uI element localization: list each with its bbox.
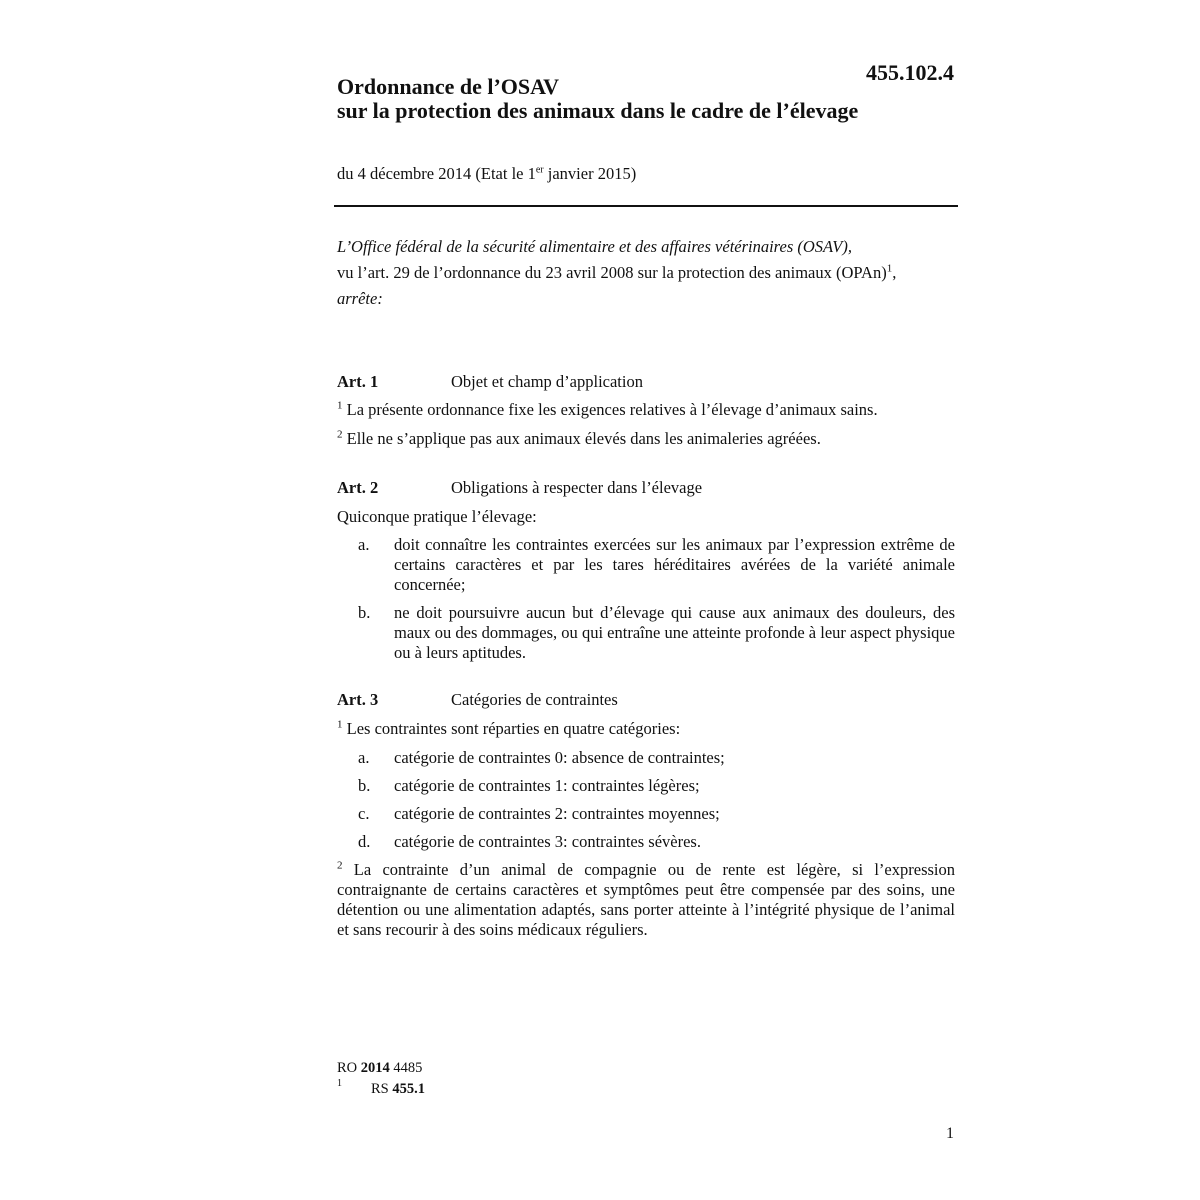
paragraph-number: 2	[337, 859, 343, 872]
article-3-item-a-letter: a.	[358, 748, 370, 767]
ro-year: 2014	[360, 1060, 390, 1076]
paragraph-text: La présente ordonnance fixe les exigences relatives à l’élevage d’animaux sains.	[342, 400, 878, 419]
article-2-item-b-letter: b.	[358, 603, 371, 622]
article-1-paragraph-2	[337, 429, 955, 449]
official-compilation-reference	[337, 1059, 422, 1077]
ro-page: 4485	[389, 1060, 423, 1076]
article-1-number: Art. 1	[337, 372, 379, 391]
date-superscript: er	[535, 164, 544, 176]
article-3-paragraph-1	[337, 719, 955, 739]
footnote-reference[interactable]: 1	[886, 262, 893, 275]
article-3-item-c-letter: c.	[358, 804, 370, 823]
article-3-item-b-text: catégorie de contraintes 1: contraintes légères;	[394, 776, 700, 795]
page-number: 1	[946, 1125, 954, 1142]
document-number: 455.102.4	[866, 60, 954, 85]
title-line-1: Ordonnance de l’OSAV	[337, 74, 560, 99]
article-2-number: Art. 2	[337, 478, 379, 497]
article-2-title: Obligations à respecter dans l’élevage	[451, 478, 703, 497]
preamble-basis-end: ,	[892, 263, 897, 282]
article-2-item-b-text: ne doit poursuivre aucun but d’élevage qui cause aux animaux des douleurs, des maux ou des dommages, ou qui entraîne une atteinte profonde à leur aspect physique ou à leurs aptitudes.	[394, 603, 955, 662]
article-3-title: Catégories de contraintes	[451, 690, 618, 709]
date-suffix: janvier 2015)	[543, 164, 637, 183]
preamble-decree: arrête:	[337, 289, 383, 308]
paragraph-text: La contrainte d’un animal de compagnie ou de rente est légère, si l’expression contraignante de certains caractères et symptômes peut être compensée par des soins, une détention ou une alimentation adaptés, sans porter atteinte à l’intégrité physique de l’animal et sans recourir à des soins médicaux réguliers.	[337, 860, 955, 939]
header-divider	[334, 205, 958, 207]
paragraph-text: Les contraintes sont réparties en quatre catégories:	[342, 719, 681, 738]
article-2-item-a-text: doit connaître les contraintes exercées sur les animaux par l’expression extrême de certains caractères et par les tares héréditaires avérées de la variété animale concernée;	[394, 535, 955, 594]
article-3-item-d-text: catégorie de contraintes 3: contraintes sévères.	[394, 832, 701, 851]
article-3-item-d-letter: d.	[358, 832, 371, 851]
paragraph-text: Elle ne s’applique pas aux animaux élevés dans les animaleries agréées.	[342, 429, 821, 448]
date-prefix: du 4 décembre 2014 (Etat le 1	[337, 164, 536, 183]
footnote-number: 1	[337, 1078, 342, 1089]
paragraph-number: 2	[337, 428, 343, 441]
article-3-number: Art. 3	[337, 690, 379, 709]
article-3-item-a-text: catégorie de contraintes 0: absence de contraintes;	[394, 748, 725, 767]
paragraph-number: 1	[337, 399, 343, 412]
rs-prefix: RS	[371, 1081, 393, 1097]
article-1-title: Objet et champ d’application	[451, 372, 643, 391]
article-2-item-a-letter: a.	[358, 535, 370, 554]
article-3-paragraph-2	[337, 860, 955, 940]
preamble-basis-text: vu l’art. 29 de l’ordonnance du 23 avril 2008 sur la protection des animaux (OPAn)	[337, 263, 887, 282]
paragraph-number: 1	[337, 718, 343, 731]
preamble-authority: L’Office fédéral de la sécurité alimentaire et des affaires vétérinaires (OSAV),	[337, 237, 852, 256]
article-3-item-c-text: catégorie de contraintes 2: contraintes moyennes;	[394, 804, 720, 823]
date-line	[337, 164, 636, 184]
article-1-paragraph-1	[337, 400, 955, 420]
article-3-item-b-letter: b.	[358, 776, 371, 795]
footnote-text	[371, 1080, 425, 1098]
title-line-2: sur la protection des animaux dans le cadre de l’élevage	[337, 98, 859, 123]
rs-number: 455.1	[392, 1081, 425, 1097]
article-2-intro: Quiconque pratique l’élevage:	[337, 507, 537, 526]
preamble-basis	[337, 263, 896, 283]
ro-prefix: RO	[337, 1060, 361, 1076]
